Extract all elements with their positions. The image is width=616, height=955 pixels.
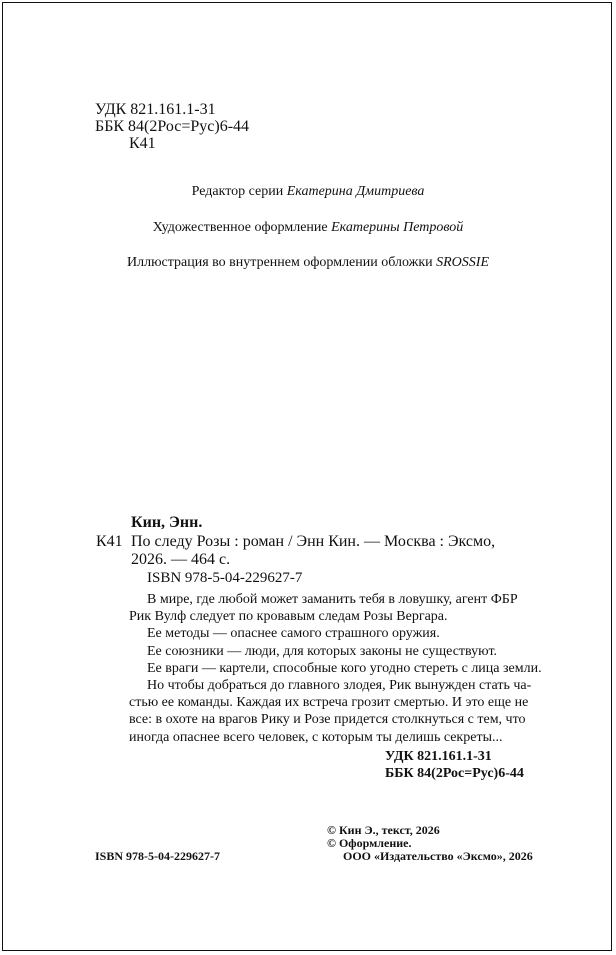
- annotation: [129, 591, 542, 746]
- record-isbn: ISBN 978-5-04-229627-7: [147, 570, 303, 586]
- annotation-line: иногда опаснее всего человек, с которым ты делишь секреты...: [129, 729, 503, 745]
- header-bbk: ББК 84(2Рос=Рус)6-44: [95, 118, 250, 135]
- copyright-design: © Оформление.: [327, 836, 412, 850]
- annotation-line: Но чтобы добраться до главного злодея, Рик вынужден стать ча-: [147, 678, 532, 694]
- credit-series-editor: [0, 184, 616, 200]
- record-code: К41: [96, 533, 123, 550]
- credit-illustration: [0, 255, 616, 271]
- page-border: [2, 2, 612, 951]
- classification-udk: УДК 821.161.1-31: [385, 749, 492, 764]
- annotation-line: стью ее команды. Каждая их встреча грозит смертью. И это еще не: [129, 695, 529, 711]
- credit-name: Екатерины Петровой: [331, 220, 464, 235]
- annotation-line: В мире, где любой может заманить тебя в ловушку, агент ФБР: [147, 592, 518, 607]
- record-title-line1: По следу Розы : роман / Энн Кин. — Москва : Эксмо,: [131, 533, 496, 550]
- annotation-line: Ее враги — картели, способные кого угодно стереть с лица земли.: [147, 660, 542, 676]
- copyright-publisher: ООО «Издательство «Эксмо», 2026: [343, 849, 533, 863]
- annotation-line: все: в охоте на врагов Рику и Розе придется столкнуться с тем, что: [129, 712, 526, 728]
- classification-bbk: ББК 84(2Рос=Рус)6-44: [385, 766, 524, 781]
- annotation-line: Ее союзники — люди, для которых законы не существуют.: [147, 643, 498, 659]
- credit-name: Екатерина Дмитриева: [286, 184, 425, 199]
- copyright-text: © Кин Э., текст, 2026: [327, 823, 440, 837]
- credit-design: [0, 220, 616, 236]
- header-udk: УДК 821.161.1-31: [95, 101, 216, 118]
- record-title-line2: 2026. — 464 с.: [131, 551, 231, 568]
- header-code: К41: [129, 135, 156, 152]
- credit-role: Художественное оформление: [152, 220, 328, 235]
- annotation-line: Рик Вулф следует по кровавым следам Розы Вергара.: [129, 609, 448, 625]
- record-author: Кин, Энн.: [131, 514, 203, 531]
- annotation-line: Ее методы — опаснее самого страшного оружия.: [147, 626, 440, 642]
- credit-name: SROSSIE: [436, 255, 490, 270]
- credit-role: Иллюстрация во внутреннем оформлении обложки: [126, 255, 433, 270]
- credit-role: Редактор серии: [191, 184, 284, 199]
- footer-isbn: ISBN 978-5-04-229627-7: [95, 849, 220, 863]
